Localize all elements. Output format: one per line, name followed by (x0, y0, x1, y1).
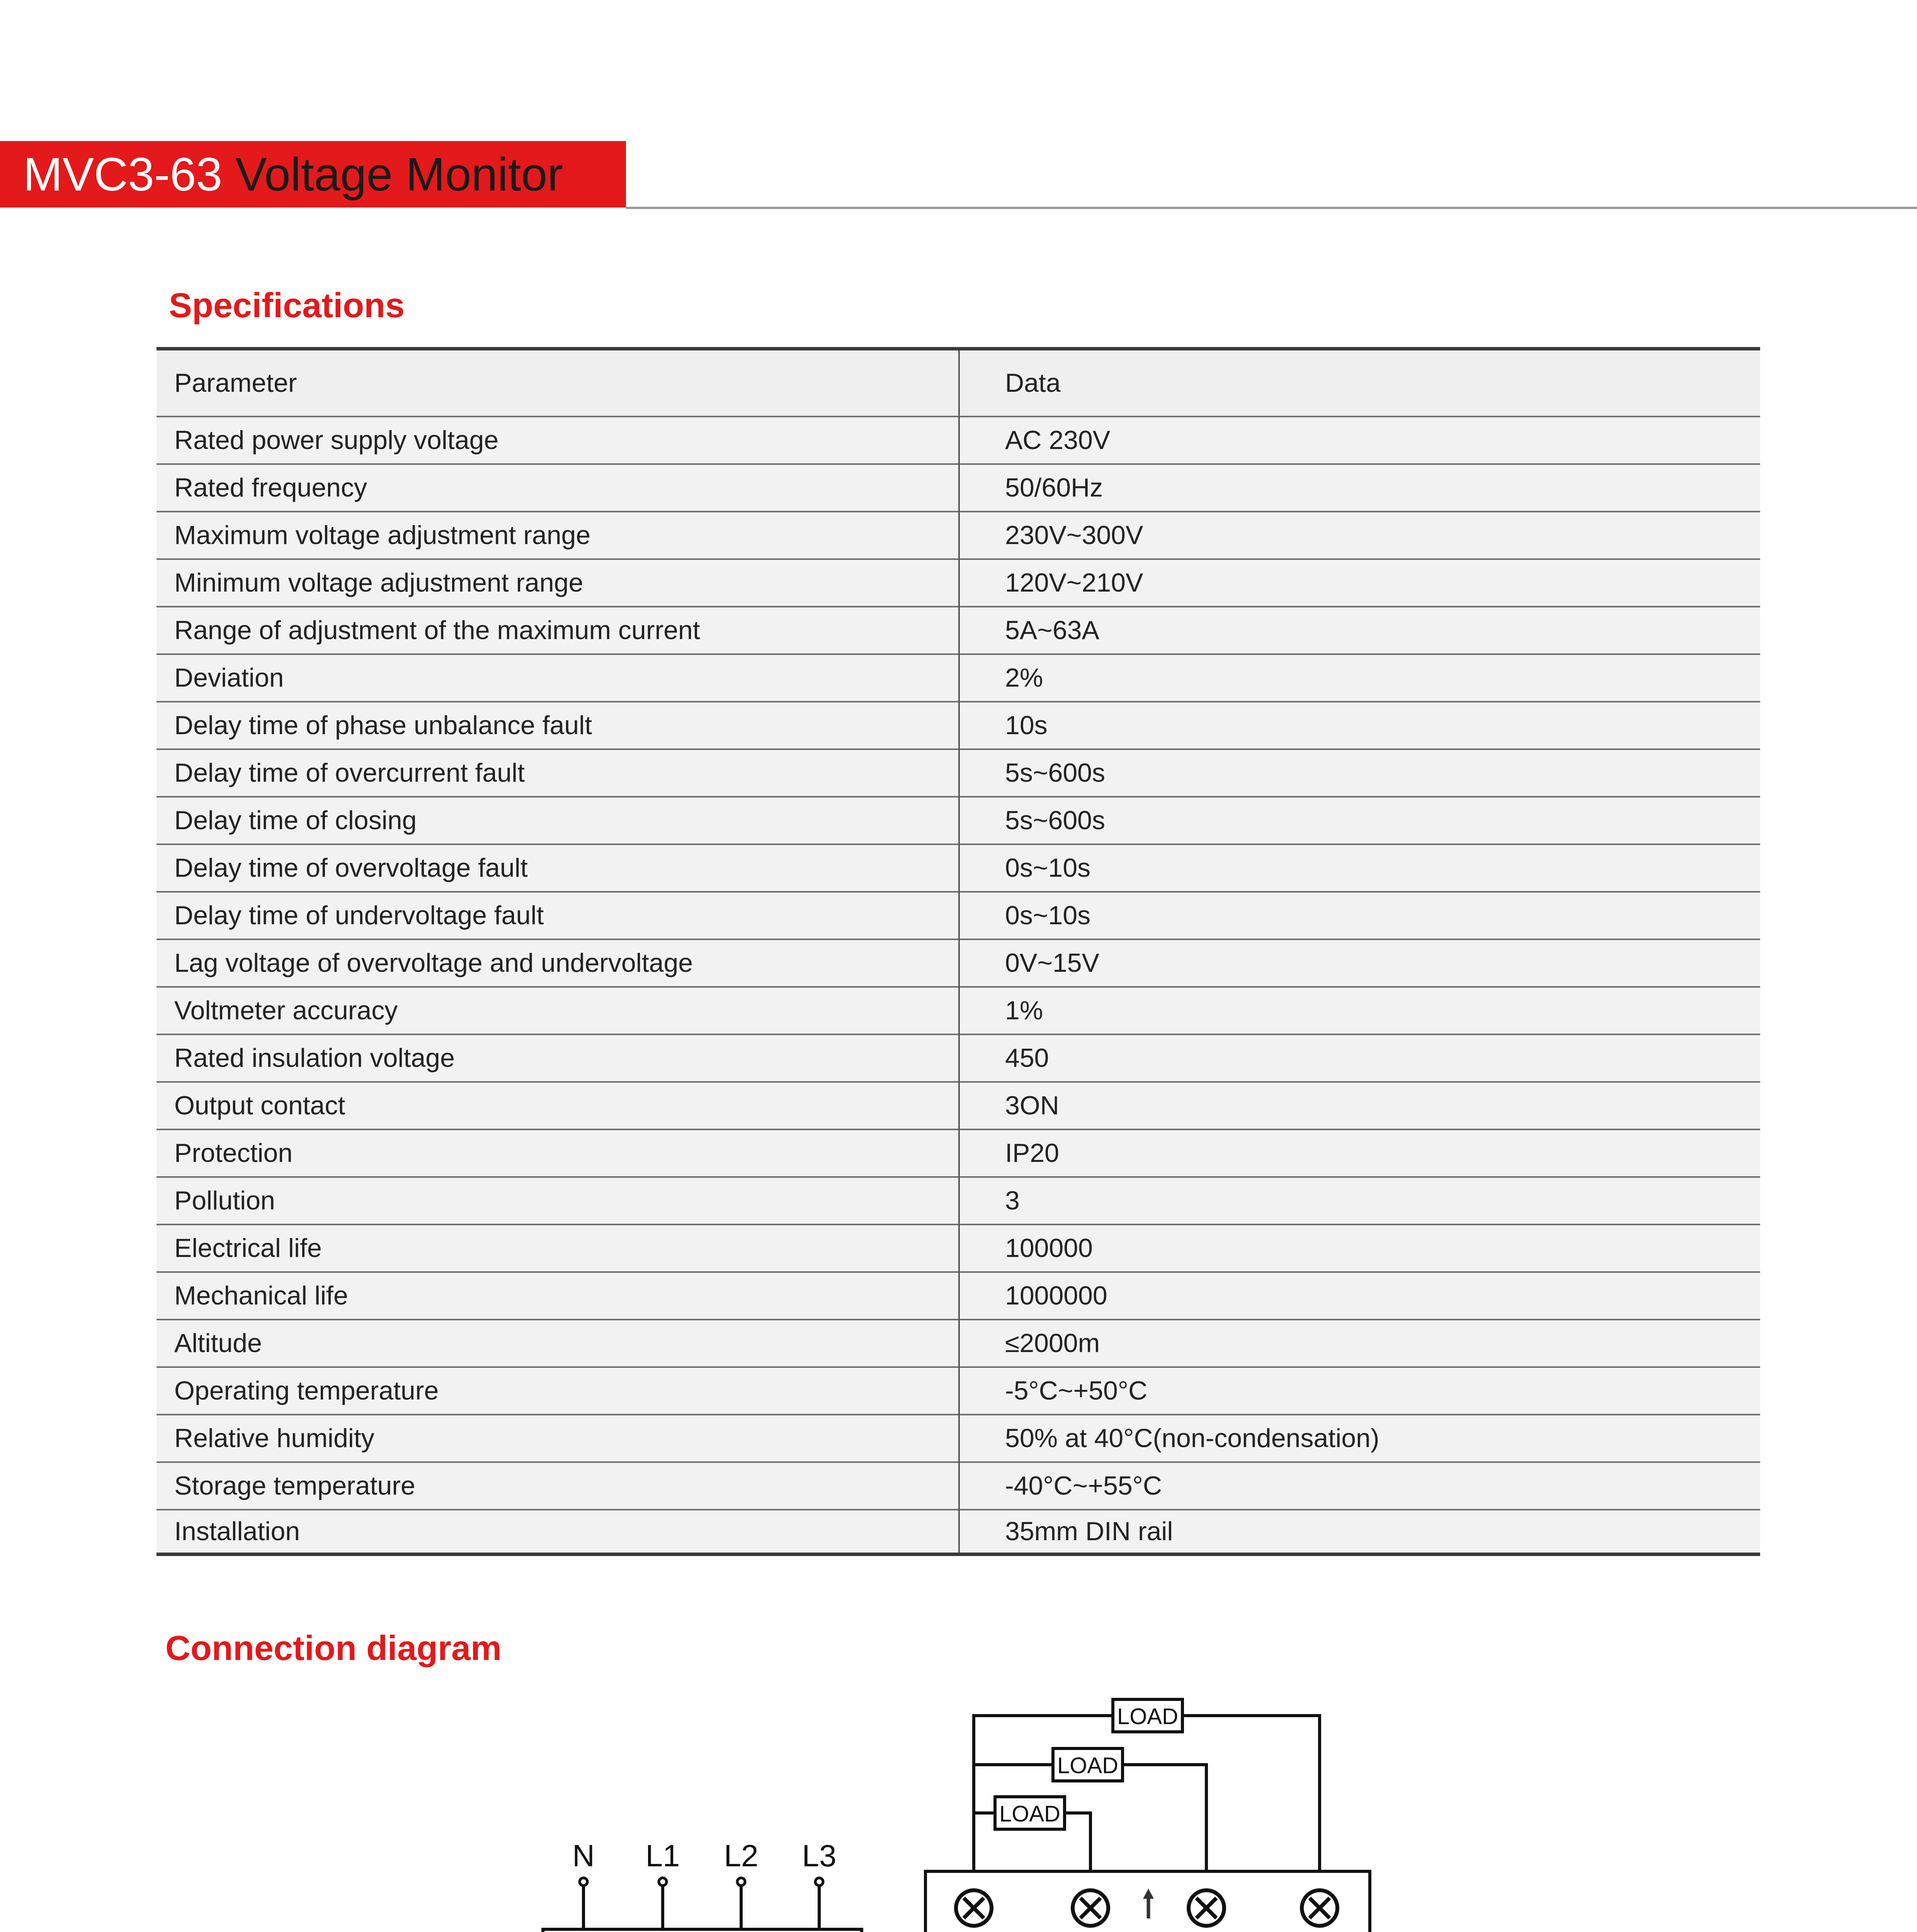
supply-wires (583, 1882, 819, 1932)
data-cell: 3ON (1005, 1091, 1059, 1120)
data-cell: 0V~15V (1005, 948, 1099, 978)
output-terminal-l3 (1302, 1890, 1337, 1926)
data-cell: 450 (1005, 1043, 1049, 1073)
column-header-parameter: Parameter (174, 368, 297, 398)
parameter-cell: Rated power supply voltage (174, 425, 499, 455)
specifications-heading: Specifications (169, 286, 405, 325)
supply-label-n: N (572, 1838, 595, 1873)
circuit-breaker (543, 1929, 862, 1932)
parameter-cell: Lag voltage of overvoltage and undervoltage (174, 948, 693, 978)
parameter-cell: Maximum voltage adjustment range (174, 520, 591, 550)
parameter-cell: Rated frequency (174, 473, 367, 502)
parameter-cell: Installation (174, 1517, 300, 1546)
parameter-cell: Delay time of closing (174, 806, 417, 835)
output-terminal-l1 (1073, 1890, 1108, 1926)
parameter-cell: Pollution (174, 1186, 275, 1215)
parameter-cell: Protection (174, 1138, 293, 1168)
parameter-cell: Storage temperature (174, 1471, 415, 1500)
data-cell: 5s~600s (1005, 806, 1105, 835)
column-header-data: Data (1005, 368, 1061, 398)
data-cell: AC 230V (1005, 425, 1111, 455)
load-box (995, 1797, 1065, 1829)
load-label: LOAD (1117, 1704, 1178, 1729)
parameter-cell: Output contact (174, 1091, 345, 1120)
output-terminal-n (956, 1890, 992, 1926)
data-cell: 120V~210V (1005, 568, 1143, 597)
parameter-cell: Delay time of undervoltage fault (174, 901, 544, 930)
load-box (1113, 1699, 1182, 1732)
parameter-cell: Altitude (174, 1328, 262, 1358)
data-cell: ≤2000m (1005, 1328, 1100, 1358)
data-cell: 100000 (1005, 1233, 1093, 1263)
data-cell: 230V~300V (1005, 520, 1143, 550)
data-cell: 50/60Hz (1005, 473, 1103, 502)
parameter-cell: Delay time of phase unbalance fault (174, 711, 592, 740)
data-cell: IP20 (1005, 1138, 1059, 1168)
supply-points (580, 1878, 823, 1886)
voltage-monitor-device (925, 1871, 1370, 1932)
supply-label-l3: L3 (802, 1838, 837, 1873)
parameter-cell: Relative humidity (174, 1423, 374, 1453)
data-cell: 1000000 (1005, 1281, 1107, 1310)
data-cell: 5A~63A (1005, 616, 1099, 645)
load-label: LOAD (1057, 1753, 1118, 1778)
parameter-cell: Minimum voltage adjustment range (174, 568, 583, 597)
parameter-cell: Deviation (174, 663, 284, 692)
title-name: Voltage Monitor (235, 148, 563, 201)
data-cell: -5°C~+50°C (1005, 1376, 1148, 1405)
data-cell: 2% (1005, 663, 1043, 692)
data-cell: 35mm DIN rail (1005, 1517, 1173, 1546)
load-label: LOAD (999, 1801, 1060, 1827)
parameter-cell: Mechanical life (174, 1281, 348, 1310)
data-cell: 0s~10s (1005, 901, 1091, 930)
data-cell: 3 (1005, 1186, 1020, 1215)
title-model: MVC3-63 (23, 148, 223, 201)
data-cell: -40°C~+55°C (1005, 1471, 1162, 1500)
parameter-cell: Rated insulation voltage (174, 1043, 455, 1073)
output-terminal-l2 (1189, 1890, 1224, 1926)
data-cell: 0s~10s (1005, 853, 1091, 883)
parameter-cell: Delay time of overvoltage fault (174, 853, 528, 883)
load-box (1053, 1748, 1123, 1781)
parameter-cell: Electrical life (174, 1233, 322, 1263)
parameter-cell: Delay time of overcurrent fault (174, 758, 525, 787)
connection-diagram-heading: Connection diagram (165, 1629, 502, 1668)
data-cell: 5s~600s (1005, 758, 1105, 787)
data-cell: 50% at 40°C(non-condensation) (1005, 1423, 1379, 1453)
data-cell: 10s (1005, 711, 1048, 740)
supply-label-l1: L1 (645, 1838, 680, 1873)
parameter-cell: Range of adjustment of the maximum current (174, 616, 700, 645)
parameter-cell: Operating temperature (174, 1376, 439, 1405)
parameter-cell: Voltmeter accuracy (174, 996, 398, 1025)
data-cell: 1% (1005, 996, 1043, 1025)
supply-label-l2: L2 (724, 1838, 759, 1873)
